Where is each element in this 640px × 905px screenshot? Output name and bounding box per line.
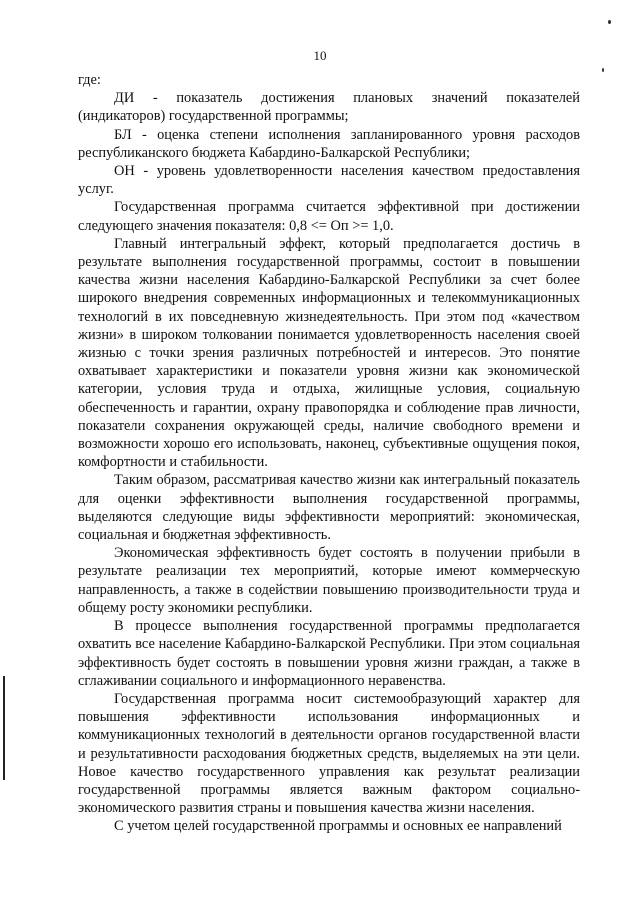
scan-speck (608, 20, 611, 24)
paragraph: БЛ - оценка степени исполнения запланированного уровня расходов республиканского бюджета Кабардино-Балкарской Республики; (78, 126, 580, 161)
paragraph: Таким образом, рассматривая качество жизни как интегральный показатель для оценки эффективности выполнения государственной программы, выделяются следующие виды эффективности мероприятий: экономическая, социальная и бюджетная эффективность. (78, 472, 580, 544)
paragraph: Государственная программа считается эффективной при достижении следующего значения показателя: 0,8 <= Оп >= 1,0. (78, 199, 580, 234)
paragraph: В процессе выполнения государственной программы предполагается охватить все население Кабардино-Балкарской Республики. При этом социальная эффективность будет состоять в повышении уровня жизни граждан, а также в сглаживании социального и информационного неравенства. (78, 618, 580, 689)
paragraph: ОН - уровень удовлетворенности населения качеством предоставления услуг. (78, 163, 580, 198)
page-number: 10 (313, 48, 327, 63)
paragraph: где: (78, 72, 101, 88)
scan-edge-mark (3, 676, 5, 780)
paragraph: Экономическая эффективность будет состоять в получении прибыли в результате реализации тех мероприятий, которые имеют коммерческую направленность, а также в содействии повышению производительности труда и общему росту экономики республики. (78, 545, 580, 616)
document-body (78, 71, 580, 836)
paragraph: ДИ - показатель достижения плановых значений показателей (индикаторов) государственной программы; (78, 90, 580, 125)
scan-speck (602, 68, 604, 72)
paragraph: Главный интегральный эффект, который предполагается достичь в результате выполнения государственной программы, состоит в повышении качества жизни населения Кабардино-Балкарской Республики за счет более широкого внедрения современных информационных и телекоммуникационных технологий в их повседневную жизнедеятельность. При этом под «качеством жизни» в широком толковании понимается удовлетворенность населения своей жизнью с точки зрения различных потребностей и интересов. Это понятие охватывает характеристики и показатели уровня жизни как экономической категории, условия труда и отдыха, жилищные условия, социальную обеспеченность и гарантии, охрану правопорядка и соблюдение прав личности, показатели сохранения окружающей среды, наличие свободного времени и возможности хорошо его использовать, наконец, субъективные ощущения покоя, комфортности и стабильности. (78, 235, 580, 471)
paragraph: Государственная программа носит системообразующий характер для повышения эффективности использования информационных и коммуникационных технологий в деятельности органов государственной власти и результативности расходования бюджетных средств, выделяемых на эти цели. Новое качество государственного управления как результат реализации государственной программы является важным фактором социально-экономического развития страны и повышения качества жизни населения. (78, 690, 580, 817)
paragraph: С учетом целей государственной программы и основных ее направлений (114, 818, 562, 835)
